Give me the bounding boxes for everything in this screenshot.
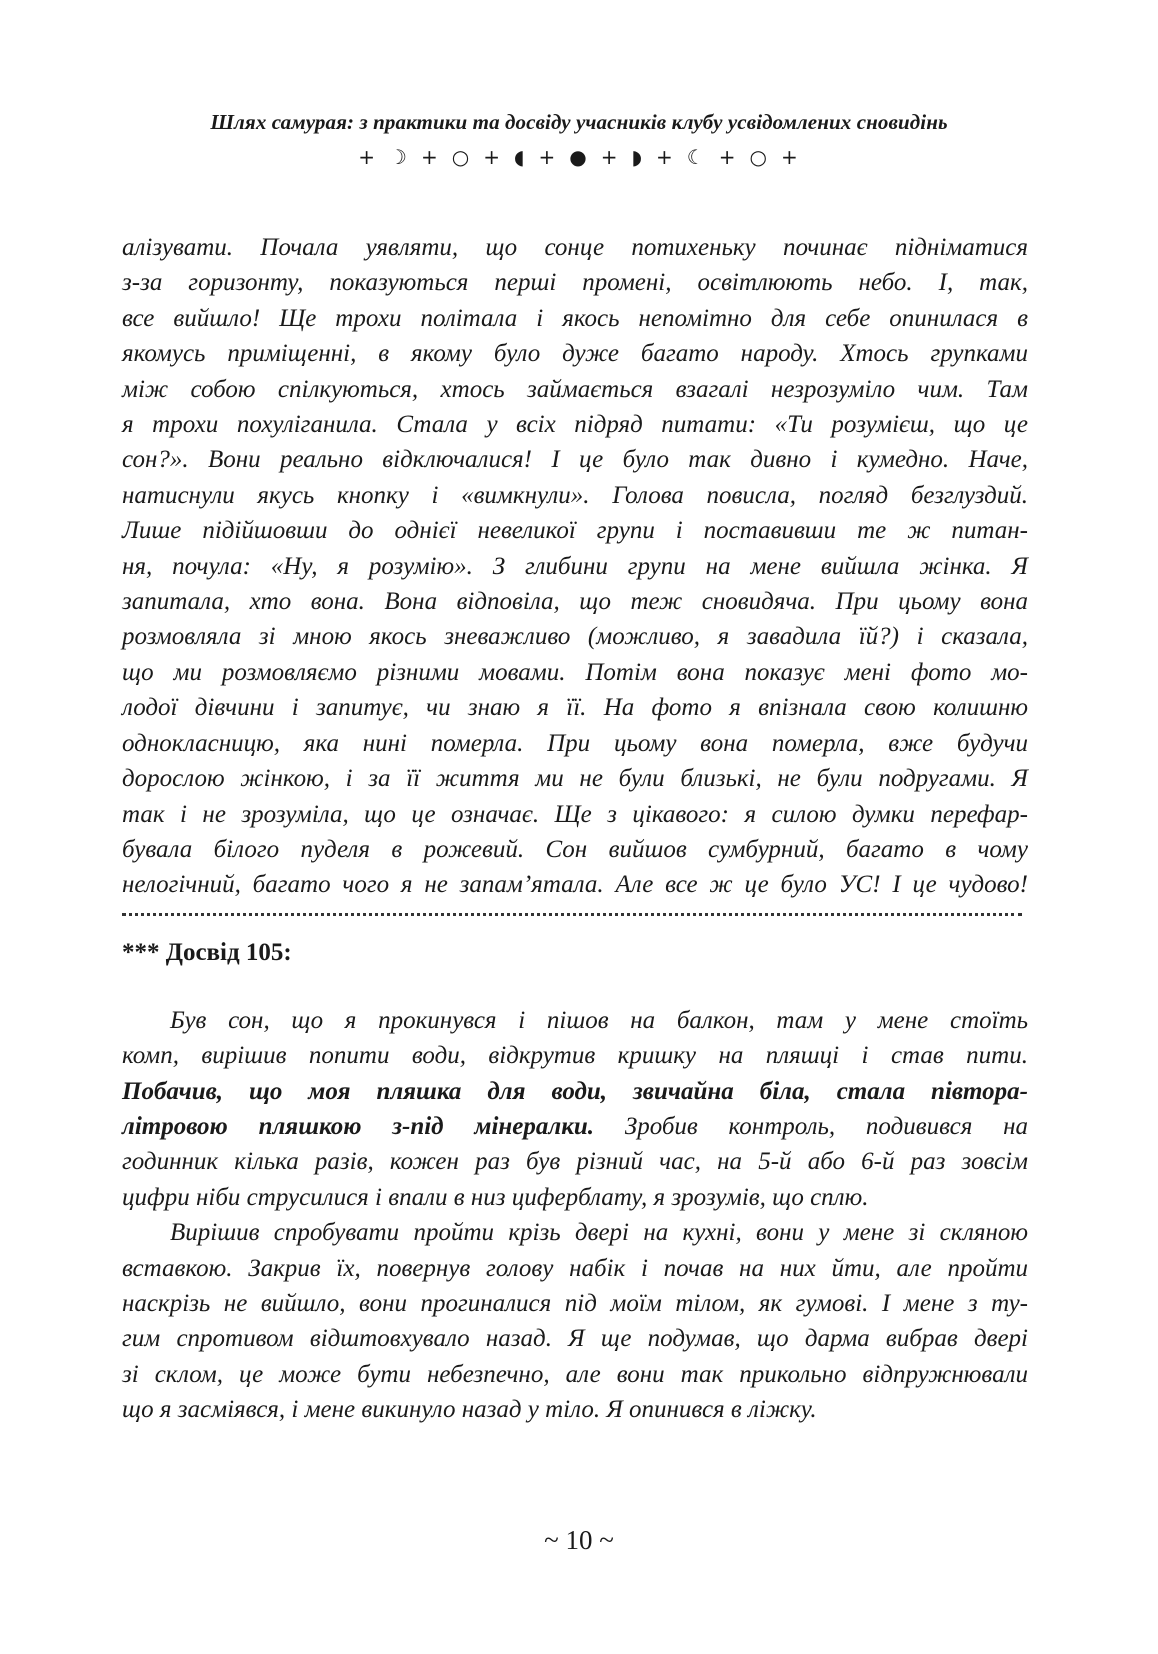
full-moon-icon: ● <box>569 145 589 169</box>
text-fragment: Зробив контроль, подивився на <box>594 1112 1028 1140</box>
plus-ornament-icon: + <box>420 145 440 169</box>
paragraph-2 <box>122 1215 1028 1427</box>
text-line: я трохи похуліганила. Стала у всіх підряд питати: «Ти розумієш, що це <box>122 411 1028 439</box>
text-line: натиснули якусь кнопку і «вимкнули». Голова повисла, погляд безглуздий. <box>122 481 1028 509</box>
text-line: так і не зрозуміла, що це означає. Ще з цікавого: я силою думки перефар- <box>122 800 1028 828</box>
waxing-crescent-icon: ☽ <box>389 145 409 169</box>
experience-section <box>122 1003 1028 1428</box>
running-header <box>60 108 1098 168</box>
paragraph-1 <box>122 1003 1028 1215</box>
text-line: ня, почула: «Ну, я розумію». З глибини групи на мене вийшла жінка. Я <box>122 552 1028 580</box>
text-line: алізувати. Почала уявляти, що сонце потихеньку починає підніматися <box>122 234 1028 261</box>
continuation-paragraph <box>122 230 1028 903</box>
half-moon-left-icon: ◖ <box>513 145 527 169</box>
plus-ornament-icon: + <box>358 145 378 169</box>
text-line: розмовляла зі мною якось зневажливо (можливо, я завадила їй?) і сказала, <box>122 623 1028 651</box>
plus-ornament-icon: + <box>538 145 558 169</box>
dotted-divider <box>122 913 1022 916</box>
half-moon-right-icon: ◗ <box>631 145 645 169</box>
mixed-line <box>122 1109 1028 1144</box>
text-line: дорослою жінкою, і за її життя ми не були близькі, не були подругами. Я <box>122 765 1028 793</box>
text-line: все вийшло! Ще трохи політала і якось непомітно для себе опинилася в <box>122 304 1028 332</box>
text-line: між собою спілкуються, хтось займається взагалі незрозуміло чим. Там <box>122 375 1028 403</box>
running-title: Шлях самурая: з практики та досвіду учасників клубу усвідомлених сновидінь <box>210 110 948 134</box>
plus-ornament-icon: + <box>483 145 502 169</box>
text-line: комп, вирішив попити води, відкрутив кришку на пляшці і став пити. <box>122 1042 1028 1070</box>
moon-phase-ornament <box>60 146 1098 168</box>
text-line: запитала, хто вона. Вона відповіла, що теж сновидяча. При цьому вона <box>122 588 1028 616</box>
text-line: Лише підійшовши до однієї невеликої групи і поставивши те ж питан- <box>122 517 1028 545</box>
section-heading: *** Досвід 105: <box>122 938 292 966</box>
text-line: що ми розмовляємо різними мовами. Потім вона показує мені фото мо- <box>122 658 1028 686</box>
emphasis-line: Побачив, що моя пляшка для води, звичайна біла, стала півтора- <box>122 1077 1028 1105</box>
page-number: ~ 10 ~ <box>544 1525 614 1555</box>
text-line: лодої дівчини і запитує, чи знаю я її. На фото я впізнала свою колишню <box>122 694 1028 722</box>
text-line: наскрізь не вийшло, вони прогиналися під моїм тілом, як гумові. І мене з ту- <box>122 1289 1028 1317</box>
text-line: гим спротивом відштовхувало назад. Я ще подумав, що дарма вибрав двері <box>122 1325 1028 1353</box>
waning-crescent-icon: ☾ <box>686 145 707 169</box>
text-line: однокласницю, яка нині померла. При цьому вона померла, вже будучи <box>122 729 1028 757</box>
plus-ornament-icon: + <box>656 145 675 169</box>
plus-ornament-icon: + <box>780 145 800 169</box>
new-moon-icon: ○ <box>451 145 472 169</box>
text-line: сон?». Вони реально відключалися! І це було так дивно і кумедно. Наче, <box>122 446 1028 474</box>
text-line: бувала білого пуделя в рожевий. Сон вийшов сумбурний, багато в чому <box>122 835 1028 863</box>
text-line: цифри ніби струсилися і впали в низ циферблату, я зрозумів, що сплю. <box>122 1183 869 1211</box>
text-line: нелогічний, багато чого я не запам’ятала. Але все ж це було УС! І це чудово! <box>122 871 1028 899</box>
new-moon-icon: ○ <box>749 145 769 169</box>
text-line: що я засміявся, і мене викинуло назад у тіло. Я опинився в ліжку. <box>122 1396 817 1424</box>
text-line: Вирішив спробувати пройти крізь двері на кухні, вони у мене зі скляною <box>170 1219 1028 1247</box>
plus-ornament-icon: + <box>718 145 738 169</box>
text-line: Був сон, що я прокинувся і пішов на балкон, там у мене стоїть <box>170 1006 1028 1034</box>
page-content <box>122 230 1028 1428</box>
text-line: зі склом, це може бути небезпечно, але вони так прикольно відпружнювали <box>122 1360 1028 1388</box>
emphasis-text: літровою пляшкою з-під мінералки. <box>122 1112 595 1140</box>
text-line: вставкою. Закрив їх, повернув голову набік і почав на них йти, але пройти <box>122 1254 1028 1282</box>
text-line: годинник кілька разів, кожен раз був різний час, на 5-й або 6-й раз зовсім <box>122 1148 1028 1176</box>
text-line: з-за горизонту, показуються перші промені, освітлюють небо. І, так, <box>122 269 1028 297</box>
text-line: якомусь приміщенні, в якому було дуже багато народу. Хтось групками <box>122 340 1028 368</box>
plus-ornament-icon: + <box>600 145 620 169</box>
